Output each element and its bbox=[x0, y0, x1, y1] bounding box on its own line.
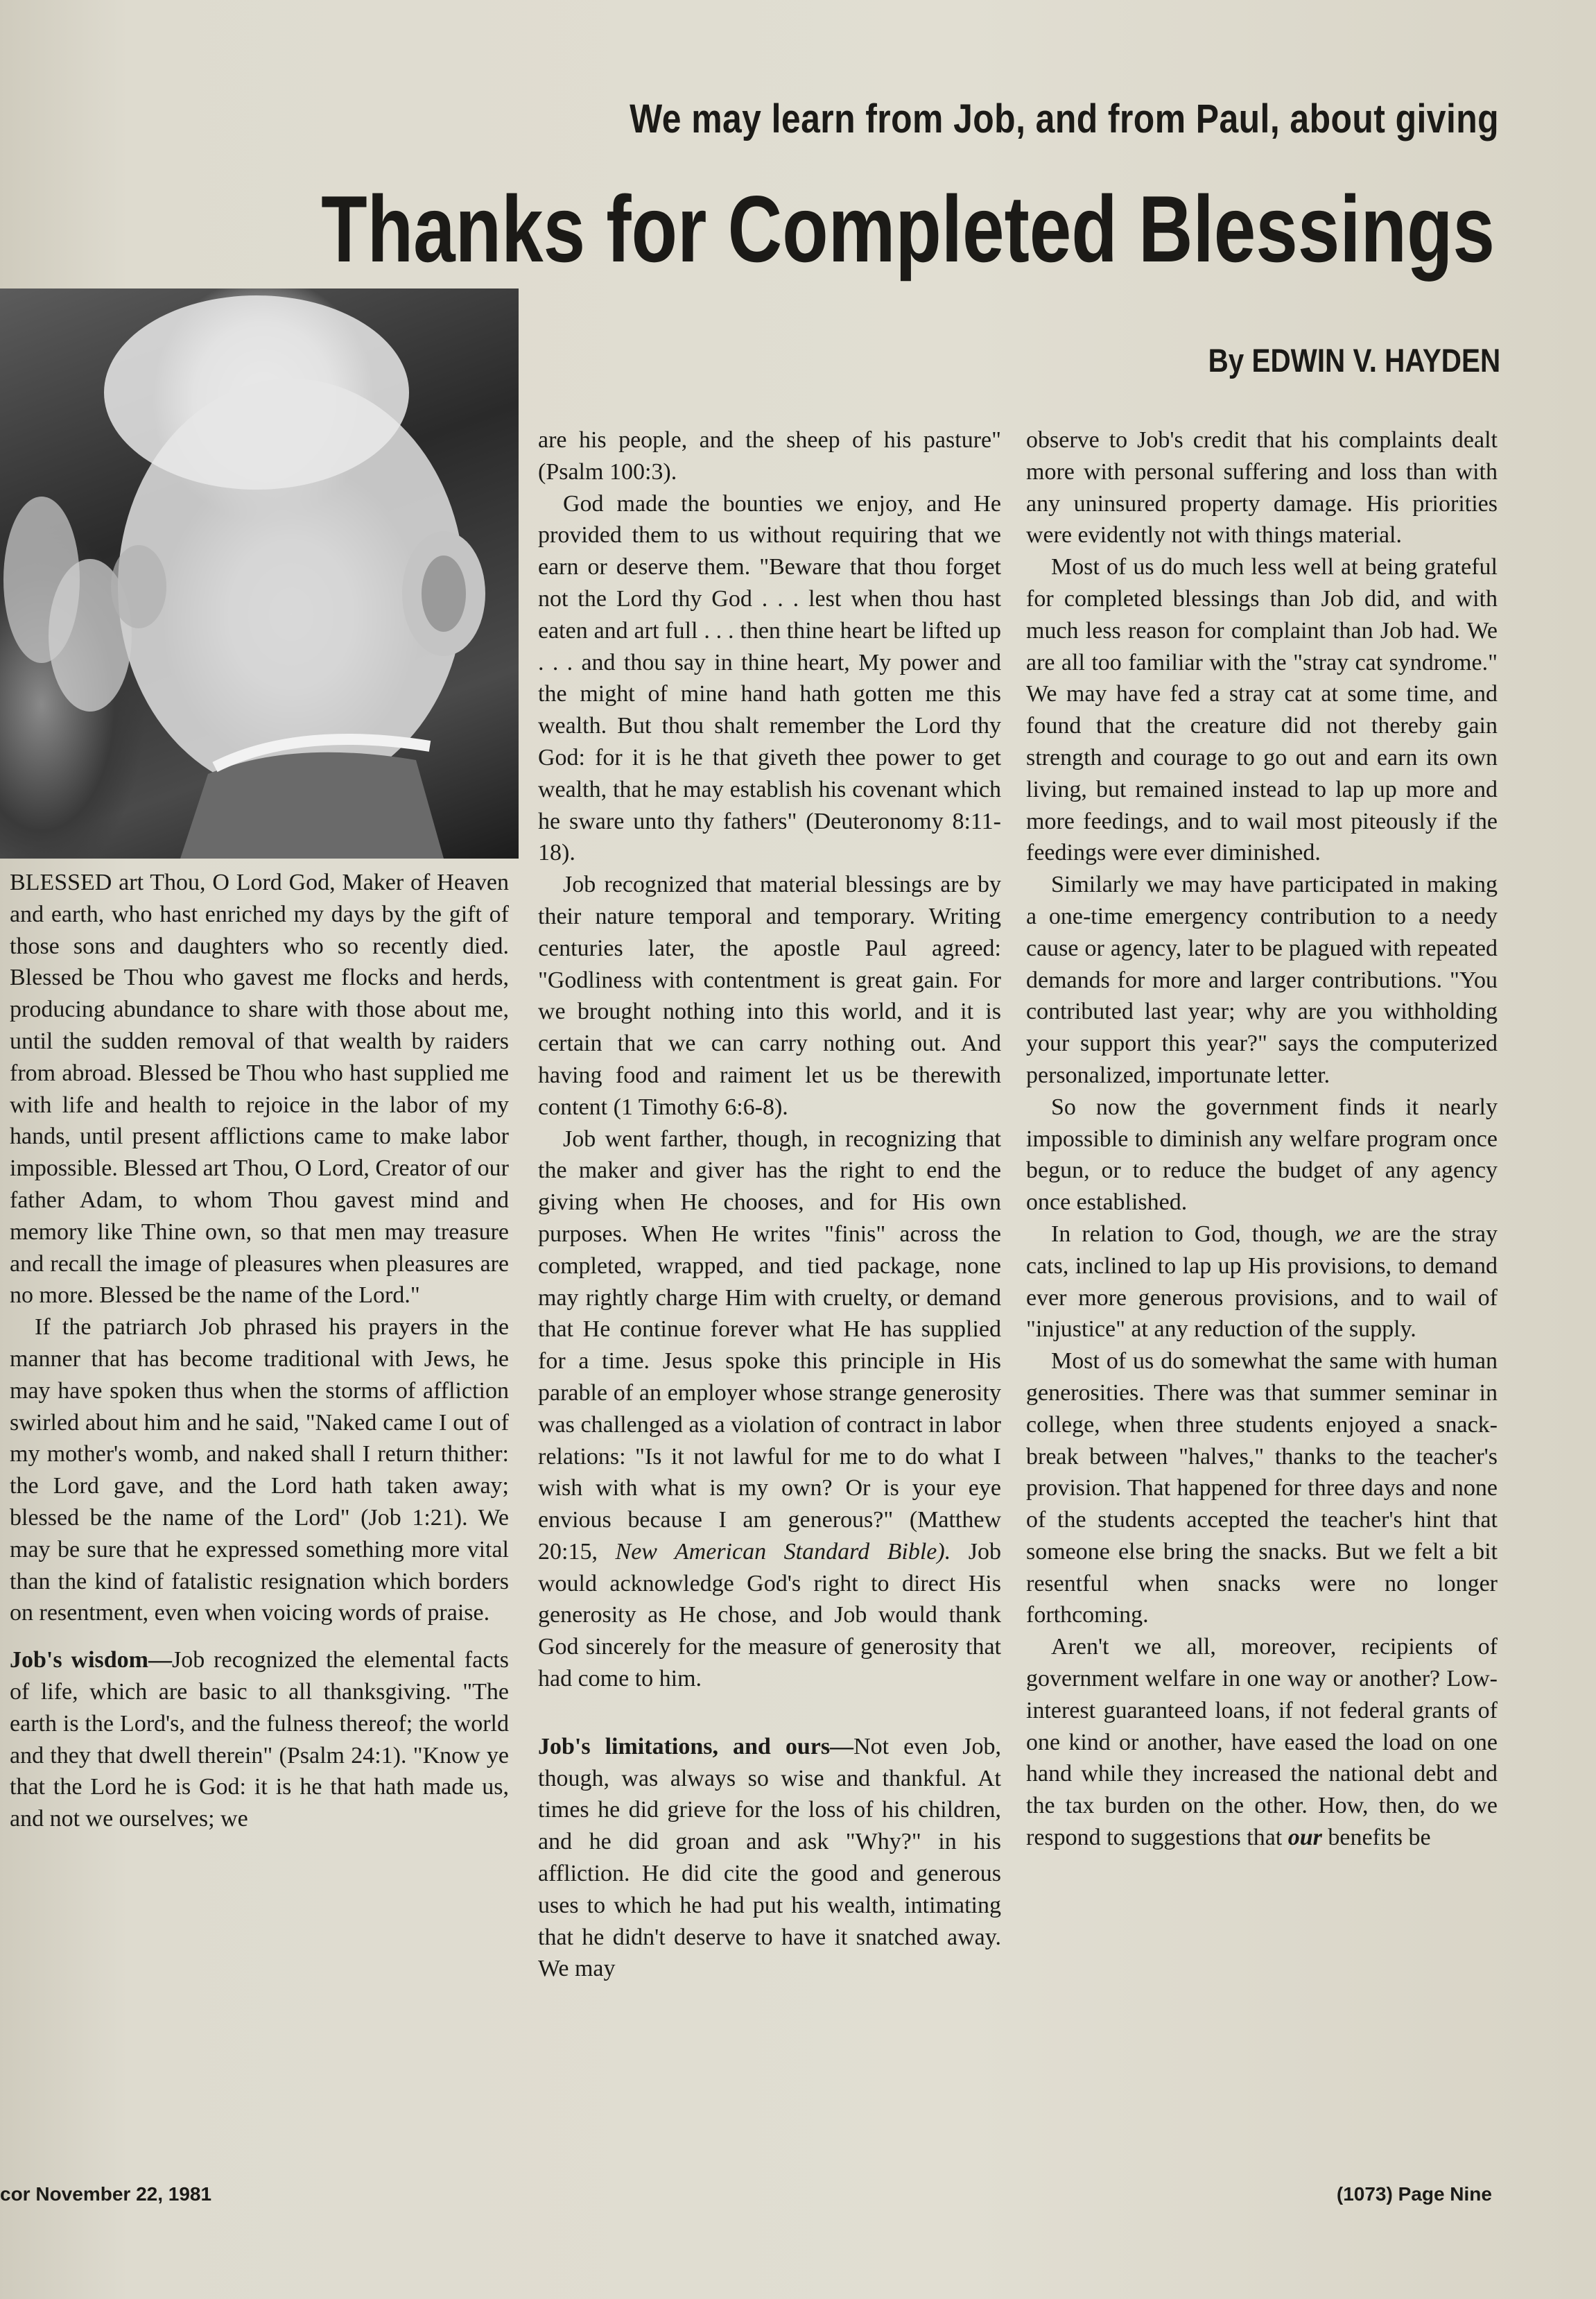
bible-version-citation: New American Standard Bible). bbox=[615, 1538, 951, 1565]
paragraph: Job recognized that material blessings are by their nature temporal and temporary. Writing centuries later, the apostle Paul agreed: "Godliness with contentment is great gain. For we brought nothing into this world, and it is certain that we can carry nothing out. And having food and raiment let us be therewith content (1 Timothy 6:6-8). bbox=[538, 872, 1001, 1120]
paragraph-matthew bbox=[538, 1123, 1001, 1695]
column-1 bbox=[10, 867, 509, 1835]
column-3 bbox=[1026, 424, 1498, 1854]
prayer-paragraph: BLESSED art Thou, O Lord God, Maker of Heaven and earth, who hast enriched my days by the gift of those sons and daughters who so recently died. Blessed be Thou who gavest me flocks and herds, producing abundance to share with those about me, until the sudden removal of that wealth by raiders from abroad. Blessed be Thou who hast supplied me with life and health to rejoice in the labor of my hands, until present afflictions came to make labor impossible. Blessed art Thou, O Lord, Creator of our father Adam, to whom Thou gavest mind and memory like Thine own, so that men may treasure and recall the image of pleasures when pleasures are no more. Blessed be the name of the Lord." bbox=[10, 870, 509, 1309]
footer-date: cor November 22, 1981 bbox=[0, 2183, 212, 2205]
paragraph: Similarly we may have participated in making a one-time emergency contribution to a needy cause or agency, later to be plagued with repeated demands for more and larger contributions. "You contributed last year; why are you withholding your support this year?" says the computerized personalized, importunate letter. bbox=[1026, 872, 1498, 1088]
child-photo-illustration bbox=[0, 289, 519, 859]
paragraph-job-wisdom bbox=[10, 1644, 509, 1835]
paragraph: Most of us do somewhat the same with human generosities. There was that summer seminar in college, when three students enjoyed a snack-break between "halves," thanks to the teacher's provision. That happened for three days and none of the students accepted the teacher's hint that someone else bring the snacks. But we felt a bit resentful when snacks were no longer forthcoming. bbox=[1026, 1348, 1498, 1628]
article-kicker: We may learn from Job, and from Paul, about giving bbox=[630, 96, 1499, 141]
article-title: Thanks for Completed Blessings bbox=[321, 176, 1495, 282]
paragraph-text: Not even Job, though, was always so wise and thankful. At times he did grieve for the loss of his children, and he did groan and ask "Why?" in his affliction. He did cite the good and generous uses to which he had put his wealth, intimating that he didn't deserve to have it snatched away. We may bbox=[538, 1733, 1001, 1982]
article-byline: By EDWIN V. HAYDEN bbox=[1208, 342, 1500, 379]
subhead-job-wisdom: Job's wisdom— bbox=[10, 1647, 172, 1673]
child-photo bbox=[0, 289, 519, 859]
paragraph-text: In relation to God, though, bbox=[1051, 1221, 1324, 1247]
emphasis-we: we bbox=[1334, 1221, 1361, 1247]
paragraph: So now the government finds it nearly impossible to diminish any welfare program once begun, or to reduce the budget of any agency once established. bbox=[1026, 1094, 1498, 1216]
paragraph: If the patriarch Job phrased his prayers in the manner that has become traditional with Jews, he may have spoken thus when the storms of affliction swirled about him and he said, "Naked came I out of my mother's womb, and naked shall I return thither: the Lord gave, and the Lord hath taken away; blessed be the name of the Lord" (Job 1:21). We may be sure that he expressed something more vital than the kind of fatalistic resignation which borders on resentment, even when voicing words of praise. bbox=[10, 1314, 509, 1626]
emphasis-our: our bbox=[1287, 1825, 1322, 1851]
paragraph: God made the bounties we enjoy, and He provided them to us without requiring that we earn or deserve them. "Beware that thou forget not the Lord thy God . . . lest when thou hast eaten and art full . . . then thine heart be lifted up . . . and thou say in thine heart, My power and the might of mine hand hath gotten me this wealth. But thou shalt remember the Lord thy God: for it is he that giveth thee power to get wealth, that he may establish his covenant which he sware unto thy fathers" (Deuteronomy 8:11-18). bbox=[538, 490, 1001, 866]
column-2 bbox=[538, 424, 1001, 1985]
subhead-limitations: Job's limitations, and ours— bbox=[538, 1733, 854, 1759]
paragraph-text: Job would acknowledge God's right to direct His generosity as He chose, and Job would thank God sincerely for the measure of generosity that had come to him. bbox=[538, 1538, 1001, 1692]
paragraph-text: Job recognized the elemental facts of life, which are basic to all thanksgiving. "The earth is the Lord's, and the fulness thereof; the world and they that dwell therein" (Psalm 24:1). "Know ye that the Lord he is God: it is he that hath made us, and not we ourselves; we bbox=[10, 1647, 509, 1832]
footer-page-number: (1073) Page Nine bbox=[1336, 2183, 1492, 2205]
paragraph-text: are the stray cats, inclined to lap up His provisions, to demand ever more generous provisions, and to wail of "injustice" at any reduction of the supply. bbox=[1026, 1221, 1498, 1343]
paragraph-text: Aren't we all, moreover, recipients of government welfare in one way or another? Low-interest guaranteed loans, if not federal grants of one kind or another, have eased the load on one hand while they increased the national debt and the tax burden on the other. How, then, do we respond to suggestions that bbox=[1026, 1634, 1498, 1851]
paragraph-text: Job went farther, though, in recognizing that the maker and giver has the right to end the giving when He chooses, and for His own purposes. When He writes "finis" across the completed, wrapped, and tied package, none may rightly charge Him with cruelty, or demand that He continue forever what He has supplied for a time. Jesus spoke this principle in His parable of an employer whose strange generosity was challenged as a violation of contract in labor relations: "Is it not lawful for me to do what I wish with what is my own? Or is your eye envious because I am generous?" (Matthew 20:15, bbox=[538, 1126, 1001, 1565]
paragraph: Most of us do much less well at being grateful for completed blessings than Job did, and with much less reason for complaint than Job had. We are all too familiar with the "stray cat syndrome." We may have fed a stray cat at some time, and found that the creature did not thereby gain strength and courage to go out and earn its own living, but remained instead to lap up more and more feedings, and to wail most piteously if the feedings were ever diminished. bbox=[1026, 554, 1498, 866]
paragraph-welfare bbox=[1026, 1631, 1498, 1854]
paragraph-stray-cats bbox=[1026, 1219, 1498, 1345]
paragraph-text: benefits be bbox=[1328, 1825, 1431, 1851]
paragraph: are his people, and the sheep of his pasture" (Psalm 100:3). bbox=[538, 427, 1001, 485]
paragraph-limitations bbox=[538, 1731, 1001, 1985]
paragraph: observe to Job's credit that his complaints dealt more with personal suffering and loss than with any uninsured property damage. His priorities were evidently not with things material. bbox=[1026, 427, 1498, 549]
